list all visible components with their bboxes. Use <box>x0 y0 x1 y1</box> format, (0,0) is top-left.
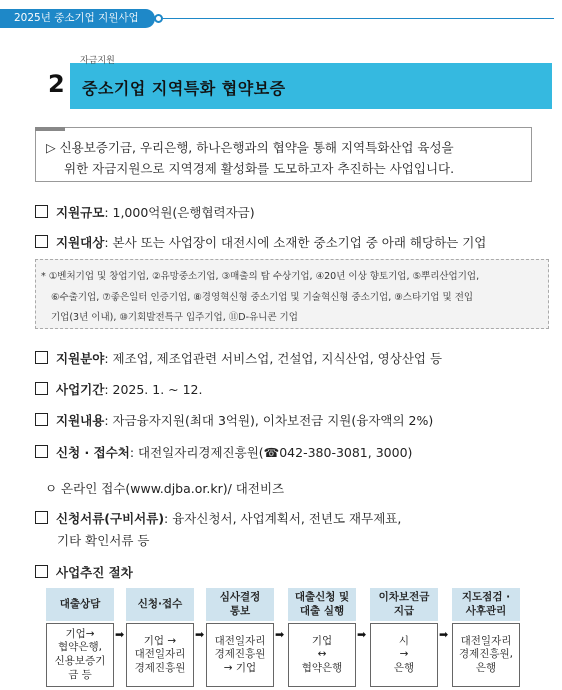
flow-arrow-icon: ➡ <box>275 628 285 641</box>
flow-arrow-icon: ➡ <box>357 628 367 641</box>
section-subtitle: 자금지원 <box>80 56 115 66</box>
flow-step-head: 신청·접수 <box>126 588 194 621</box>
item-value: : 본사 또는 사업장이 대전시에 소재한 중소기업 중 아래 해당하는 기업 <box>104 235 487 250</box>
item-value: : 대전일자리경제진흥원(☎042-380-3081, 3000) <box>129 445 413 460</box>
item-content <box>35 411 433 429</box>
flow-arrow-icon: ➡ <box>439 628 449 641</box>
item-label: 신청 · 접수처 <box>56 445 130 460</box>
flow-step-body: 시 → 은행 <box>370 623 438 687</box>
header-tag: 2025년 중소기업 지원사업 <box>0 9 155 28</box>
item-label: 지원규모 <box>56 205 105 220</box>
item-label: 지원대상 <box>56 235 105 250</box>
section-number: 2 <box>48 70 65 98</box>
flow-step-head: 대출신청 및 대출 실행 <box>288 588 356 621</box>
flow-arrow-icon: ➡ <box>115 628 125 641</box>
item-label: 사업기간 <box>56 382 105 397</box>
note-line-3: 기업(3년 이내), ⑩기회발전특구 입주기업, ⑪D-유니콘 기업 <box>51 312 298 323</box>
flow-step-body: 대전일자리 경제진흥원, 은행 <box>452 623 520 687</box>
intro-line-2: 위한 자금지원으로 지역경제 활성화를 도모하고자 추진하는 사업입니다. <box>64 161 455 176</box>
flow-step-body: 대전일자리 경제진흥원 → 기업 <box>206 623 274 687</box>
intro-line-1: ▷ 신용보증기금, 우리은행, 하나은행과의 협약을 통해 지역특화산업 육성을 <box>46 140 454 155</box>
checkbox-icon <box>35 205 48 218</box>
checkbox-icon <box>35 445 48 458</box>
header-dot-icon <box>154 14 163 23</box>
item-value: : 자금융자지원(최대 3억원), 이차보전금 지원(융자액의 2%) <box>104 413 434 428</box>
flow-arrow-icon: ➡ <box>195 628 205 641</box>
flow-step-body: 기업 ↔ 협약은행 <box>288 623 356 687</box>
item-apply <box>35 443 412 461</box>
flow-step-head: 심사결정 통보 <box>206 588 274 621</box>
item-value: : 융자신청서, 사업계획서, 전년도 재무제표, <box>164 511 402 526</box>
checkbox-icon <box>35 351 48 364</box>
flow-step-body: 기업→ 협약은행, 신용보증기 금 등 <box>46 623 114 687</box>
flow-step-body: 기업 → 대전일자리 경제진흥원 <box>126 623 194 687</box>
item-value: : 1,000억원(은행협력자금) <box>104 205 255 220</box>
item-scale <box>35 203 255 221</box>
item-label: 지원내용 <box>56 413 105 428</box>
flow-step-head: 이차보전금 지급 <box>370 588 438 621</box>
item-label: 신청서류(구비서류) <box>56 511 165 526</box>
note-line-1: * ①벤처기업 및 창업기업, ②유망중소기업, ③매출의 탑 수상기업, ④20년 이상 향토기업, ⑤뿌리산업기업, <box>41 271 480 282</box>
item-online: ㅇ 온라인 접수(www.djba.or.kr)/ 대전비즈 <box>45 481 285 496</box>
item-target <box>35 233 486 251</box>
item-value: : 제조업, 제조업관련 서비스업, 건설업, 지식산업, 영상산업 등 <box>104 351 443 366</box>
item-docs <box>35 509 401 527</box>
checkbox-icon <box>35 413 48 426</box>
item-field <box>35 349 442 367</box>
item-value: : 2025. 1. ~ 12. <box>104 382 203 397</box>
checkbox-icon <box>35 511 48 524</box>
flow-step-head: 대출상담 <box>46 588 114 621</box>
item-label: 사업추진 절차 <box>56 565 133 580</box>
checkbox-icon <box>35 235 48 248</box>
item-process <box>35 563 133 581</box>
checkbox-icon <box>35 382 48 395</box>
checkbox-icon <box>35 565 48 578</box>
note-line-2: ⑥수출기업, ⑦좋은일터 인증기업, ⑧경영혁신형 중소기업 및 기술혁신형 중소기업, ⑨스타기업 및 전입 <box>51 292 474 303</box>
header-divider <box>163 18 554 19</box>
item-label: 지원분야 <box>56 351 105 366</box>
item-period <box>35 380 202 398</box>
item-docs-continued: 기타 확인서류 등 <box>57 533 150 548</box>
section-title: 중소기업 지역특화 협약보증 <box>82 79 286 98</box>
flow-step-head: 지도점검 · 사후관리 <box>452 588 520 621</box>
intro-box-tab <box>35 127 65 131</box>
